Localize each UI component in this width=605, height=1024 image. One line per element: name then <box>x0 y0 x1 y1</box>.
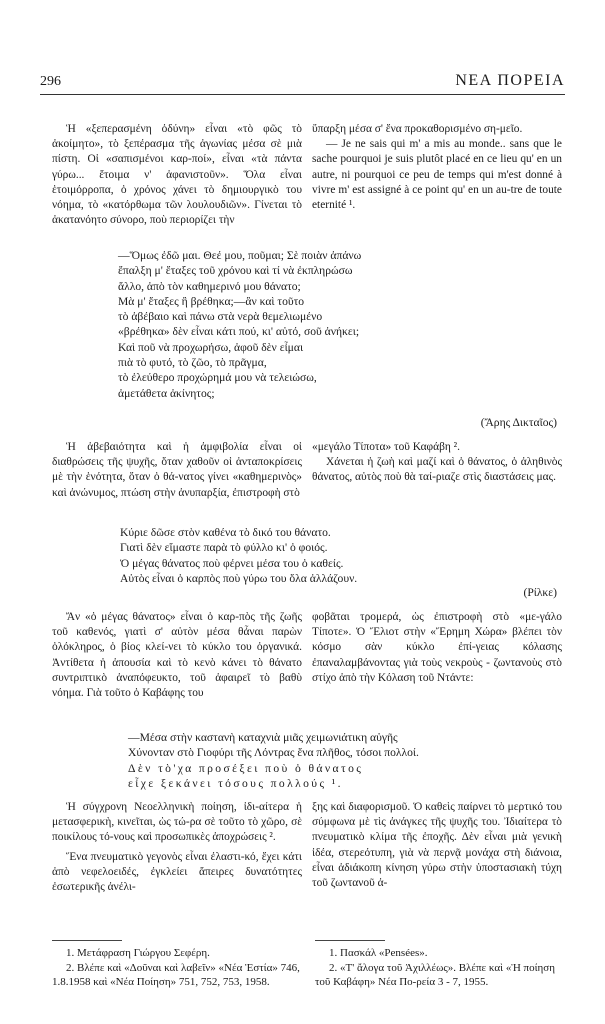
section4-left-column <box>52 800 302 895</box>
footnotes-left <box>52 946 302 990</box>
poem-line: ἀμετάθετα ἀκίνητος; <box>118 386 215 400</box>
footnote: 1. Πασκάλ «Pensées». <box>329 947 428 959</box>
poem-line: τὸ ἀβέβαιο καὶ πάνω στὰ νερὰ θεμελιωμένο <box>118 310 323 324</box>
paragraph: ὕπαρξη μέσα σ' ἕνα προκαθορισμένο ση-μεῖο. <box>312 123 523 135</box>
footnote: 2. «Τ' ἄλογα τοῦ Ἀχιλλέως». Βλέπε καὶ «Ἡ ποίηση τοῦ Καβάφη» Νέα Πο-ρεία 3 - 7, 1955. <box>315 961 555 988</box>
poem-line: ἔπαλξη μ' ἔταξες τοῦ χρόνου καὶ τί νὰ ἐκπληρώσω <box>118 264 353 278</box>
paragraph: Ἄν «ὁ μέγας θάνατος» εἶναι ὁ καρ-πὸς τῆς ζωῆς τοῦ καθενός, γιατὶ σ' αὐτὸν μέσα θἆναι παρὼν ὁλόκληρος, ὁ βίος κλεί-νει τὸ κύκλο του ὀργανικά. Ἀντίθετα ἡ ἀπουσία καὶ τὸ κενὸ κάνει τὸ θάνατο συντριπτικὸ ἀναπόφευκτο, τοῦ ἀφαιρεῖ τὸ βαθὺ νόημα. Γιὰ τοῦτο ὁ Καβάφης του <box>52 611 302 700</box>
poem-line: —Ὅμως ἐδῶ μαι. Θεέ μου, ποῦμαι; Σὲ ποιὰν ἀπάνω <box>118 249 362 262</box>
section2-right-column <box>312 440 562 486</box>
poem-attribution: (Ρίλκε) <box>523 586 557 599</box>
poem-line: Κύριε δῶσε στὸν καθένα τὸ δικό του θάνατο. <box>120 526 331 539</box>
poem-line: —Μέσα στὴν καστανὴ καταχνιὰ μιᾶς χειμωνιάτικη αὐγῆς <box>128 731 398 744</box>
footnote: 2. Βλέπε καὶ «Δοῦναι καὶ λαβεῖν» «Νέα Ἑστία» 746, 1.8.1958 καὶ «Νέα Ποίηση» 751, 752, 753, 1958. <box>52 961 300 988</box>
poem-eliot <box>128 730 568 791</box>
footnotes-right <box>315 946 565 990</box>
paragraph: ξης καὶ διαφορισμοῦ. Ὁ καθεὶς παίρνει τὸ μερτικό του σύμφωνα μὲ τὶς ἀνάγκες τῆς ψυχῆς του. Ἰδιαίτερα τὸ πνευματικὸ κλίμα τῆς ἐποχῆς. Δὲν εἶναι μιὰ γενικὴ ἰδέα, στερεότυπη, γιὰ νὰ περνᾷ μονάχα στὴ διάνοια, εἶναι ἀδιάκοπη κίνηση γύρω στὴν ὑποστασιακὴ τύχη τοῦ ζωντανοῦ ἀ- <box>312 801 562 890</box>
section4-right-column <box>312 800 562 891</box>
poem-line: Μὰ μ' ἔταξες ἢ βρέθηκα;—ἂν καὶ τοῦτο <box>118 294 305 308</box>
poem-diktaios <box>118 248 558 401</box>
poem-line: Αὐτὸς εἶναι ὁ καρπὸς ποὺ γύρω του ὅλα ἀλλάζουν. <box>120 571 358 585</box>
poem-line: εἶχε ξεκάνει τόσους πολλούς ¹. <box>128 776 343 790</box>
footnote: 1. Μετάφραση Γιώργου Σεφέρη. <box>66 947 210 959</box>
paragraph: Χάνεται ἡ ζωὴ καὶ μαζί καὶ ὁ θάνατος, ὁ ἀληθινὸς θάνατος, αὐτὸς ποὺ θὰ ταί-ριαζε στὶς διαστάσεις μας. <box>312 456 562 484</box>
poem-line: Ὁ μέγας θάνατος ποὺ φέρνει μέσα του ὁ καθείς. <box>120 556 344 570</box>
paragraph: Ἡ σύγχρονη Νεοελληνικὴ ποίηση, ἰδι-αίτερα ἡ μετασφερικὴ, κινεῖται, ὡς τώ-ρα σὲ τοῦτο τὸ χῶρο, σὲ ποικίλους τό-νους καὶ προσωπικὲς ἀποχρώσεις ². <box>52 801 302 844</box>
poem-attribution: (Ἄρης Δικταῖος) <box>480 416 557 429</box>
section3-left-column <box>52 610 302 701</box>
poem-line: Χύνονταν στὸ Γιοφύρι τῆς Λόντρας ἕνα πλῆθος, τόσοι πολλοί. <box>128 746 419 760</box>
section3-right-column <box>312 610 562 686</box>
paragraph: φοβᾶται τρομερά, ὡς ἐπιστροφὴ στὸ «με-γάλο Τίποτε». Ὁ Ἔλιοτ στὴν «Ἔρημη Χώρα» βλέπει τὸν κόσμο σὰν κύκλο ἐπί-γειας κόλασης ἐπαναλαμβάνοντας γιὰ τοὺς νεκροὺς - ζωντανοὺς στὸ στίχο ἀπὸ τὴν Κόλαση τοῦ Ντάντε: <box>312 611 562 684</box>
poem-line: τὸ ἐλεύθερο προχώρημά μου νὰ τελειώσω, <box>118 371 317 385</box>
poem-line: «βρέθηκα» δὲν εἶναι κάτι πού, κι' αὐτό, σοῦ ἀνήκει; <box>118 325 360 339</box>
poem-line: Καὶ ποῦ νὰ προχωρήσω, ἀφοῦ δὲν εἶμαι <box>118 340 304 354</box>
running-title: ΝΕΑ ΠΟΡΕΙΑ <box>455 72 565 89</box>
section1-left-column <box>52 122 302 228</box>
footnote-rule <box>52 940 122 941</box>
section1-right-column <box>312 122 562 213</box>
footnote-rule <box>315 940 385 941</box>
paragraph: Ἕνα πνευματικὸ γεγονὸς εἶναι ἐλαστι-κό, ἔχει κάτι ἀπὸ νεφελοειδές, ἐγκλείει ἄπειρες δυνατότητες ἐσωτερικῆς ἀνέλι- <box>52 850 302 894</box>
poem-line: Δὲν τὸ'χα προσέξει ποὺ ὁ θάνατος <box>128 761 364 775</box>
page-number: 296 <box>40 74 61 89</box>
poem-line: πιὰ τὸ φυτό, τὸ ζῶο, τὸ πρᾶγμα, <box>118 356 267 370</box>
pascal-quote: — Je ne sais qui m' a mis au monde.. sans que le sache pourquoi je suis plutôt placé en ce lieu qu' en un autre, ni pourquoi ce peu de temps qui m'est donné à vivre m' est assigné à ce point qu' en un au-tre de toute eternité ¹. <box>312 138 562 212</box>
poem-line: Γιατὶ δὲν εἴμαστε παρὰ τὸ φύλλο κι' ὁ φοιός. <box>120 541 328 555</box>
paragraph: Ἡ ἀβεβαιότητα καὶ ἡ ἀμφιβολία εἶναι οἱ διαθρώσεις τῆς ψυχῆς, ὅταν χαθοῦν οἱ ἀνταποκρίσεις μὲ τὴν ἑνότητα, ὅταν ὁ θά-νατος γίνει «καθημερινὸς» καὶ ἀνώνυμος, πτώση στὴν ἀνυπαρξία, ἐπιστροφὴ στὸ <box>52 441 302 499</box>
paragraph: Ἡ «ξεπερασμένη ὀδύνη» εἶναι «τὸ φῶς τὸ ἀκοίμητο», τὸ ξεπέρασμα τῆς ἀγωνίας μέσα σὲ μιὰ πίστη. Οἱ «σαπισμένοι καρ-ποί», εἶναι «τὰ πάντα γύρω... ἕτοιμα ν' ἀφανιστοῦν». Ὅλα εἶναι ἑτοιμόρροπα, ὁ χρόνος χάνει τὸ δημιουργικὸ του νόημα, τὸ «κατόρθωμα τῶν λουλουδιῶν». Γίνεται τὸ ἀκατανόητο σύνορο, ποὺ περιορίζει τὴν <box>52 123 302 227</box>
poem-rilke <box>120 525 560 586</box>
section2-left-column <box>52 440 302 501</box>
poem-line: ἄλλο, ἀπὸ τὸν καθημερινό μου θάνατο; <box>118 279 301 293</box>
page-header <box>40 72 565 95</box>
paragraph: «μεγάλο Τίποτα» τοῦ Καφάβη ². <box>312 441 460 453</box>
